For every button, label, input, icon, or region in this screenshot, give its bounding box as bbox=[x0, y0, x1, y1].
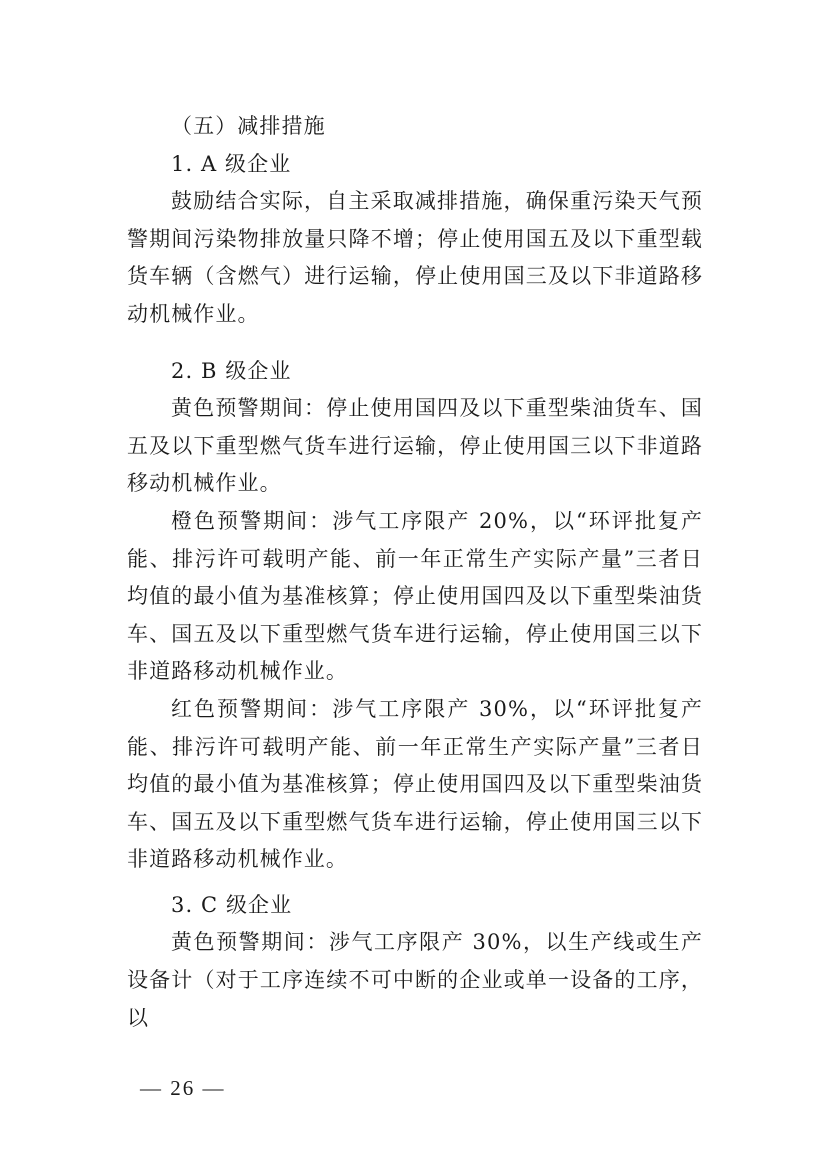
paragraph-b-orange: 橙色预警期间：涉气工序限产 20%，以“环评批复产能、排污许可载明产能、前一年正常生产实际产量”三者日均值的最小值为基准核算；停止使用国四及以下重型柴油货车、国五及以下重型燃气货车进行运输，停止使用国三以下非道路移动机械作业。 bbox=[127, 508, 703, 684]
document-body bbox=[127, 108, 703, 1037]
section-title: （五）减排措施 bbox=[171, 114, 326, 138]
paragraph-b-red: 红色预警期间：涉气工序限产 30%，以“环评批复产能、排污许可载明产能、前一年正常生产实际产量”三者日均值的最小值为基准核算；停止使用国四及以下重型柴油货车、国五及以下重型燃气货车进行运输，停止使用国三以下非道路移动机械作业。 bbox=[127, 696, 703, 872]
subsection-heading-c: 3. C 级企业 bbox=[171, 892, 293, 917]
subsection-heading-b: 2. B 级企业 bbox=[171, 358, 292, 383]
paragraph-b-yellow: 黄色预警期间：停止使用国四及以下重型柴油货车、国五及以下重型燃气货车进行运输，停止使用国三以下非道路移动机械作业。 bbox=[127, 396, 703, 496]
subsection-heading-a: 1. A 级企业 bbox=[171, 151, 292, 176]
paragraph-a-1: 鼓励结合实际，自主采取减排措施，确保重污染天气预警期间污染物排放量只降不增；停止使用国五及以下重型载货车辆（含燃气）进行运输，停止使用国三及以下非道路移动机械作业。 bbox=[127, 189, 703, 326]
paragraph-c-yellow: 黄色预警期间：涉气工序限产 30%，以生产线或生产设备计（对于工序连续不可中断的企业或单一设备的工序，以 bbox=[127, 930, 703, 1030]
page-number: — 26 — bbox=[140, 1076, 226, 1100]
